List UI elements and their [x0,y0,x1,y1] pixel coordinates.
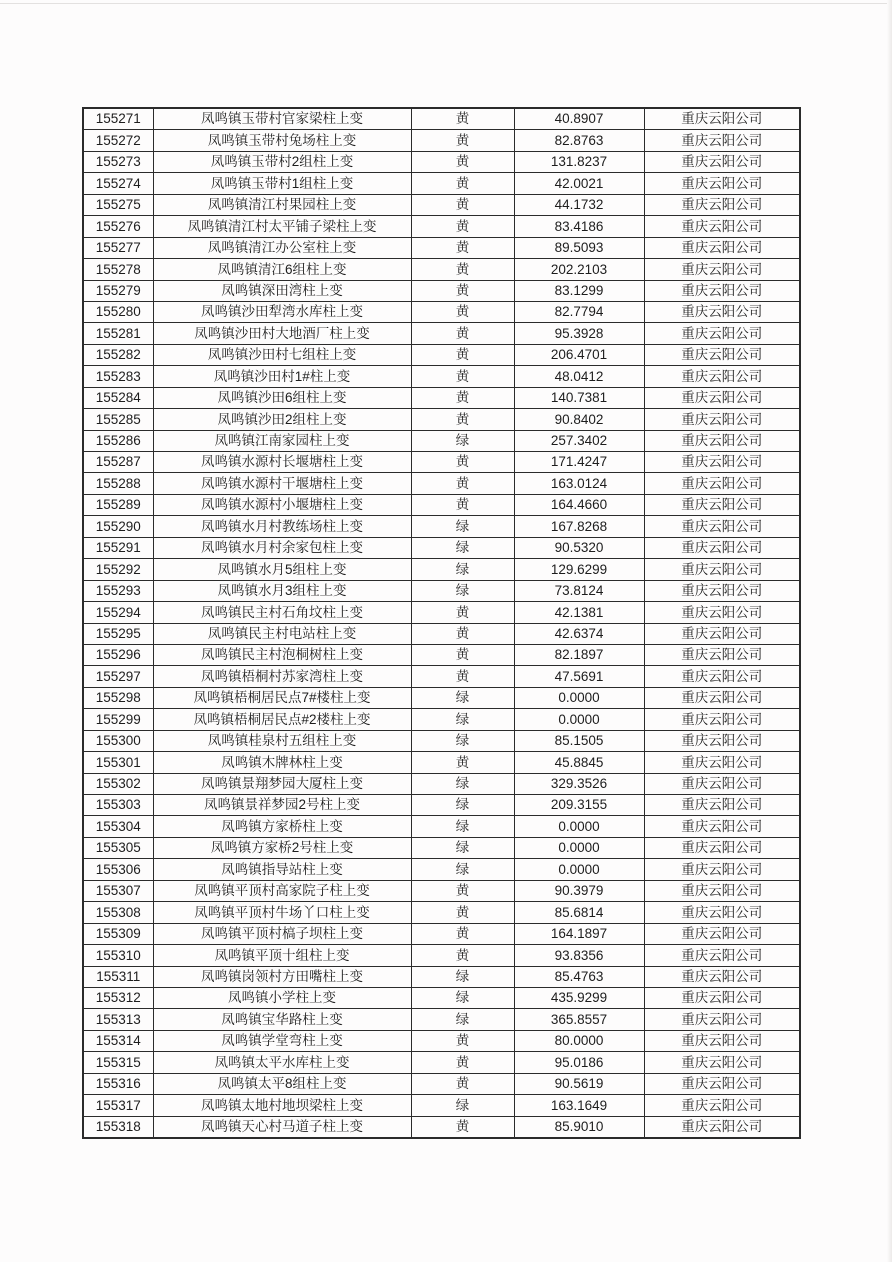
cell-company: 重庆云阳公司 [644,666,800,687]
table-row [83,473,800,494]
cell-station-name: 凤鸣镇指导站柱上变 [153,859,411,880]
cell-value: 85.4763 [514,966,644,987]
cell-record-id: 155271 [83,108,153,130]
cell-company: 重庆云阳公司 [644,966,800,987]
cell-status: 绿 [411,837,514,858]
cell-station-name: 凤鸣镇水月村余家包柱上变 [153,537,411,558]
cell-value: 171.4247 [514,452,644,473]
cell-station-name: 凤鸣镇方家桥柱上变 [153,816,411,837]
cell-company: 重庆云阳公司 [644,644,800,665]
cell-record-id: 155318 [83,1116,153,1138]
table-row [83,1073,800,1094]
cell-status: 黄 [411,1116,514,1138]
table-row [83,945,800,966]
cell-record-id: 155291 [83,537,153,558]
cell-station-name: 凤鸣镇沙田村七组柱上变 [153,344,411,365]
table-row [83,323,800,344]
cell-status: 绿 [411,687,514,708]
cell-station-name: 凤鸣镇学堂弯柱上变 [153,1030,411,1051]
transformer-table [82,107,801,1139]
cell-value: 83.1299 [514,280,644,301]
cell-record-id: 155314 [83,1030,153,1051]
cell-status: 黄 [411,194,514,215]
cell-value: 129.6299 [514,559,644,580]
table-row [83,430,800,451]
cell-station-name: 凤鸣镇梧桐居民点#2楼柱上变 [153,709,411,730]
cell-company: 重庆云阳公司 [644,130,800,151]
cell-company: 重庆云阳公司 [644,1116,800,1138]
cell-company: 重庆云阳公司 [644,194,800,215]
cell-status: 黄 [411,301,514,322]
cell-record-id: 155284 [83,387,153,408]
table-row [83,966,800,987]
cell-record-id: 155290 [83,516,153,537]
cell-station-name: 凤鸣镇沙田6组柱上变 [153,387,411,408]
cell-value: 82.1897 [514,644,644,665]
cell-value: 82.7794 [514,301,644,322]
cell-station-name: 凤鸣镇太平水库柱上变 [153,1052,411,1073]
cell-value: 93.8356 [514,945,644,966]
cell-status: 绿 [411,1009,514,1030]
cell-station-name: 凤鸣镇宝华路柱上变 [153,1009,411,1030]
cell-status: 黄 [411,623,514,644]
cell-status: 绿 [411,730,514,751]
table-row [83,1052,800,1073]
cell-value: 365.8557 [514,1009,644,1030]
cell-record-id: 155302 [83,773,153,794]
cell-company: 重庆云阳公司 [644,237,800,258]
cell-status: 绿 [411,559,514,580]
table-row [83,344,800,365]
cell-value: 164.4660 [514,494,644,515]
cell-status: 黄 [411,1030,514,1051]
cell-value: 206.4701 [514,344,644,365]
cell-value: 95.3928 [514,323,644,344]
table-row [83,923,800,944]
cell-station-name: 凤鸣镇沙田犁湾水库柱上变 [153,301,411,322]
cell-record-id: 155274 [83,173,153,194]
cell-station-name: 凤鸣镇梧桐村苏家湾柱上变 [153,666,411,687]
cell-station-name: 凤鸣镇江南家园柱上变 [153,430,411,451]
cell-company: 重庆云阳公司 [644,494,800,515]
cell-station-name: 凤鸣镇平顶村槁子坝柱上变 [153,923,411,944]
cell-station-name: 凤鸣镇玉带村官家梁柱上变 [153,108,411,130]
cell-company: 重庆云阳公司 [644,880,800,901]
table-row [83,816,800,837]
cell-value: 202.2103 [514,259,644,280]
cell-station-name: 凤鸣镇水月5组柱上变 [153,559,411,580]
cell-record-id: 155307 [83,880,153,901]
cell-value: 131.8237 [514,151,644,172]
cell-status: 黄 [411,130,514,151]
table-row [83,1095,800,1116]
cell-record-id: 155313 [83,1009,153,1030]
table-row [83,452,800,473]
table-row [83,173,800,194]
cell-record-id: 155273 [83,151,153,172]
cell-record-id: 155285 [83,409,153,430]
cell-value: 42.1381 [514,602,644,623]
cell-station-name: 凤鸣镇清江6组柱上变 [153,259,411,280]
cell-station-name: 凤鸣镇桂泉村五组柱上变 [153,730,411,751]
cell-station-name: 凤鸣镇水源村小堰塘柱上变 [153,494,411,515]
cell-record-id: 155275 [83,194,153,215]
table-row [83,301,800,322]
cell-record-id: 155295 [83,623,153,644]
cell-company: 重庆云阳公司 [644,344,800,365]
cell-value: 435.9299 [514,987,644,1008]
cell-value: 85.1505 [514,730,644,751]
cell-status: 绿 [411,709,514,730]
cell-record-id: 155310 [83,945,153,966]
table-row [83,580,800,601]
cell-status: 绿 [411,795,514,816]
cell-status: 黄 [411,173,514,194]
page-top-edge-divider [0,3,892,4]
cell-value: 0.0000 [514,837,644,858]
cell-station-name: 凤鸣镇太地村地坝梁柱上变 [153,1095,411,1116]
cell-value: 47.5691 [514,666,644,687]
cell-status: 黄 [411,259,514,280]
cell-company: 重庆云阳公司 [644,516,800,537]
cell-company: 重庆云阳公司 [644,259,800,280]
cell-station-name: 凤鸣镇玉带村兔场柱上变 [153,130,411,151]
cell-status: 绿 [411,859,514,880]
table-row [83,259,800,280]
cell-status: 黄 [411,602,514,623]
cell-company: 重庆云阳公司 [644,473,800,494]
cell-value: 85.6814 [514,902,644,923]
cell-value: 95.0186 [514,1052,644,1073]
cell-record-id: 155278 [83,259,153,280]
cell-station-name: 凤鸣镇玉带村2组柱上变 [153,151,411,172]
cell-value: 90.5619 [514,1073,644,1094]
cell-company: 重庆云阳公司 [644,580,800,601]
cell-company: 重庆云阳公司 [644,730,800,751]
cell-status: 黄 [411,880,514,901]
cell-company: 重庆云阳公司 [644,1073,800,1094]
cell-status: 黄 [411,644,514,665]
cell-station-name: 凤鸣镇清江村果园柱上变 [153,194,411,215]
cell-record-id: 155298 [83,687,153,708]
cell-record-id: 155300 [83,730,153,751]
cell-status: 黄 [411,323,514,344]
cell-value: 329.3526 [514,773,644,794]
cell-value: 163.0124 [514,473,644,494]
table-row [83,366,800,387]
table-row [83,130,800,151]
cell-station-name: 凤鸣镇沙田村1#柱上变 [153,366,411,387]
cell-station-name: 凤鸣镇太平8组柱上变 [153,1073,411,1094]
cell-status: 绿 [411,773,514,794]
cell-value: 0.0000 [514,816,644,837]
cell-record-id: 155296 [83,644,153,665]
cell-status: 黄 [411,237,514,258]
cell-station-name: 凤鸣镇水源村干堰塘柱上变 [153,473,411,494]
cell-record-id: 155283 [83,366,153,387]
cell-status: 黄 [411,344,514,365]
cell-station-name: 凤鸣镇清江村太平铺子梁柱上变 [153,216,411,237]
cell-value: 167.8268 [514,516,644,537]
table-row [83,409,800,430]
cell-record-id: 155297 [83,666,153,687]
cell-value: 44.1732 [514,194,644,215]
cell-company: 重庆云阳公司 [644,216,800,237]
cell-company: 重庆云阳公司 [644,816,800,837]
table-row [83,902,800,923]
cell-status: 黄 [411,902,514,923]
cell-record-id: 155287 [83,452,153,473]
cell-status: 黄 [411,666,514,687]
table-row [83,859,800,880]
cell-company: 重庆云阳公司 [644,1030,800,1051]
table-row [83,837,800,858]
cell-value: 209.3155 [514,795,644,816]
table-row [83,752,800,773]
cell-status: 黄 [411,366,514,387]
cell-station-name: 凤鸣镇方家桥2号柱上变 [153,837,411,858]
cell-station-name: 凤鸣镇小学柱上变 [153,987,411,1008]
table-row [83,644,800,665]
cell-value: 0.0000 [514,687,644,708]
cell-company: 重庆云阳公司 [644,301,800,322]
cell-record-id: 155306 [83,859,153,880]
table-row [83,280,800,301]
cell-record-id: 155286 [83,430,153,451]
table-row [83,237,800,258]
cell-status: 黄 [411,473,514,494]
cell-station-name: 凤鸣镇平顶村高家院子柱上变 [153,880,411,901]
cell-value: 0.0000 [514,709,644,730]
cell-record-id: 155316 [83,1073,153,1094]
cell-value: 42.0021 [514,173,644,194]
cell-station-name: 凤鸣镇水月3组柱上变 [153,580,411,601]
cell-record-id: 155309 [83,923,153,944]
cell-status: 黄 [411,280,514,301]
cell-company: 重庆云阳公司 [644,409,800,430]
cell-value: 80.0000 [514,1030,644,1051]
cell-station-name: 凤鸣镇梧桐居民点7#楼柱上变 [153,687,411,708]
cell-status: 绿 [411,966,514,987]
cell-record-id: 155272 [83,130,153,151]
cell-record-id: 155315 [83,1052,153,1073]
cell-status: 黄 [411,387,514,408]
cell-company: 重庆云阳公司 [644,837,800,858]
table-row [83,773,800,794]
cell-status: 黄 [411,945,514,966]
cell-status: 黄 [411,151,514,172]
cell-company: 重庆云阳公司 [644,773,800,794]
cell-station-name: 凤鸣镇水月村教练场柱上变 [153,516,411,537]
table-row [83,687,800,708]
table-body [83,108,800,1138]
cell-value: 82.8763 [514,130,644,151]
cell-status: 黄 [411,494,514,515]
cell-company: 重庆云阳公司 [644,323,800,344]
cell-value: 83.4186 [514,216,644,237]
table-row [83,194,800,215]
cell-record-id: 155308 [83,902,153,923]
cell-company: 重庆云阳公司 [644,387,800,408]
cell-value: 85.9010 [514,1116,644,1138]
cell-record-id: 155277 [83,237,153,258]
cell-value: 89.5093 [514,237,644,258]
cell-status: 绿 [411,580,514,601]
cell-status: 绿 [411,516,514,537]
cell-value: 164.1897 [514,923,644,944]
table-row [83,151,800,172]
cell-status: 黄 [411,1073,514,1094]
cell-value: 73.8124 [514,580,644,601]
cell-record-id: 155305 [83,837,153,858]
cell-value: 140.7381 [514,387,644,408]
cell-company: 重庆云阳公司 [644,687,800,708]
table-row [83,559,800,580]
cell-station-name: 凤鸣镇平顶十组柱上变 [153,945,411,966]
cell-record-id: 155293 [83,580,153,601]
table-row [83,880,800,901]
cell-company: 重庆云阳公司 [644,1009,800,1030]
table-row [83,623,800,644]
table-row [83,1030,800,1051]
table-row [83,537,800,558]
cell-status: 绿 [411,1095,514,1116]
cell-station-name: 凤鸣镇民主村电站柱上变 [153,623,411,644]
table-row [83,987,800,1008]
cell-status: 黄 [411,216,514,237]
cell-record-id: 155280 [83,301,153,322]
table-row [83,730,800,751]
cell-status: 绿 [411,816,514,837]
table-row [83,387,800,408]
cell-station-name: 凤鸣镇景翔梦园大厦柱上变 [153,773,411,794]
cell-status: 黄 [411,452,514,473]
cell-station-name: 凤鸣镇沙田2组柱上变 [153,409,411,430]
cell-status: 绿 [411,987,514,1008]
cell-station-name: 凤鸣镇沙田村大地酒厂柱上变 [153,323,411,344]
cell-station-name: 凤鸣镇水源村长堰塘柱上变 [153,452,411,473]
cell-value: 163.1649 [514,1095,644,1116]
cell-company: 重庆云阳公司 [644,537,800,558]
cell-status: 黄 [411,108,514,130]
cell-record-id: 155292 [83,559,153,580]
cell-value: 45.8845 [514,752,644,773]
cell-station-name: 凤鸣镇清江办公室柱上变 [153,237,411,258]
cell-company: 重庆云阳公司 [644,987,800,1008]
cell-value: 0.0000 [514,859,644,880]
cell-company: 重庆云阳公司 [644,430,800,451]
cell-station-name: 凤鸣镇景祥梦园2号柱上变 [153,795,411,816]
table-row [83,602,800,623]
cell-record-id: 155299 [83,709,153,730]
cell-company: 重庆云阳公司 [644,945,800,966]
cell-record-id: 155294 [83,602,153,623]
cell-company: 重庆云阳公司 [644,795,800,816]
cell-record-id: 155288 [83,473,153,494]
table-row [83,666,800,687]
cell-record-id: 155281 [83,323,153,344]
cell-company: 重庆云阳公司 [644,902,800,923]
cell-company: 重庆云阳公司 [644,752,800,773]
table-row [83,516,800,537]
cell-station-name: 凤鸣镇民主村石角坟柱上变 [153,602,411,623]
cell-status: 绿 [411,537,514,558]
cell-value: 40.8907 [514,108,644,130]
cell-company: 重庆云阳公司 [644,151,800,172]
cell-status: 黄 [411,1052,514,1073]
cell-record-id: 155276 [83,216,153,237]
cell-record-id: 155289 [83,494,153,515]
cell-record-id: 155279 [83,280,153,301]
cell-value: 42.6374 [514,623,644,644]
cell-company: 重庆云阳公司 [644,559,800,580]
cell-company: 重庆云阳公司 [644,1052,800,1073]
cell-company: 重庆云阳公司 [644,623,800,644]
cell-record-id: 155301 [83,752,153,773]
table-row [83,709,800,730]
cell-company: 重庆云阳公司 [644,709,800,730]
table-row [83,216,800,237]
table-row [83,1009,800,1030]
table-row [83,494,800,515]
cell-station-name: 凤鸣镇木牌林柱上变 [153,752,411,773]
cell-company: 重庆云阳公司 [644,1095,800,1116]
cell-station-name: 凤鸣镇天心村马道子柱上变 [153,1116,411,1138]
cell-station-name: 凤鸣镇玉带村1组柱上变 [153,173,411,194]
cell-company: 重庆云阳公司 [644,602,800,623]
cell-record-id: 155304 [83,816,153,837]
cell-record-id: 155317 [83,1095,153,1116]
cell-station-name: 凤鸣镇民主村泡桐树柱上变 [153,644,411,665]
cell-company: 重庆云阳公司 [644,923,800,944]
cell-value: 90.5320 [514,537,644,558]
cell-record-id: 155303 [83,795,153,816]
cell-company: 重庆云阳公司 [644,173,800,194]
page-right-edge-divider [887,0,892,1262]
cell-company: 重庆云阳公司 [644,108,800,130]
cell-record-id: 155311 [83,966,153,987]
cell-station-name: 凤鸣镇深田湾柱上变 [153,280,411,301]
cell-record-id: 155282 [83,344,153,365]
cell-status: 黄 [411,409,514,430]
cell-station-name: 凤鸣镇岗领村方田嘴柱上变 [153,966,411,987]
cell-status: 黄 [411,752,514,773]
cell-status: 黄 [411,923,514,944]
cell-company: 重庆云阳公司 [644,366,800,387]
cell-company: 重庆云阳公司 [644,280,800,301]
table-row [83,108,800,130]
cell-record-id: 155312 [83,987,153,1008]
cell-value: 257.3402 [514,430,644,451]
cell-value: 90.3979 [514,880,644,901]
table-row [83,1116,800,1138]
cell-company: 重庆云阳公司 [644,452,800,473]
table-row [83,795,800,816]
cell-value: 48.0412 [514,366,644,387]
cell-value: 90.8402 [514,409,644,430]
cell-station-name: 凤鸣镇平顶村牛场丫口柱上变 [153,902,411,923]
cell-company: 重庆云阳公司 [644,859,800,880]
cell-status: 绿 [411,430,514,451]
